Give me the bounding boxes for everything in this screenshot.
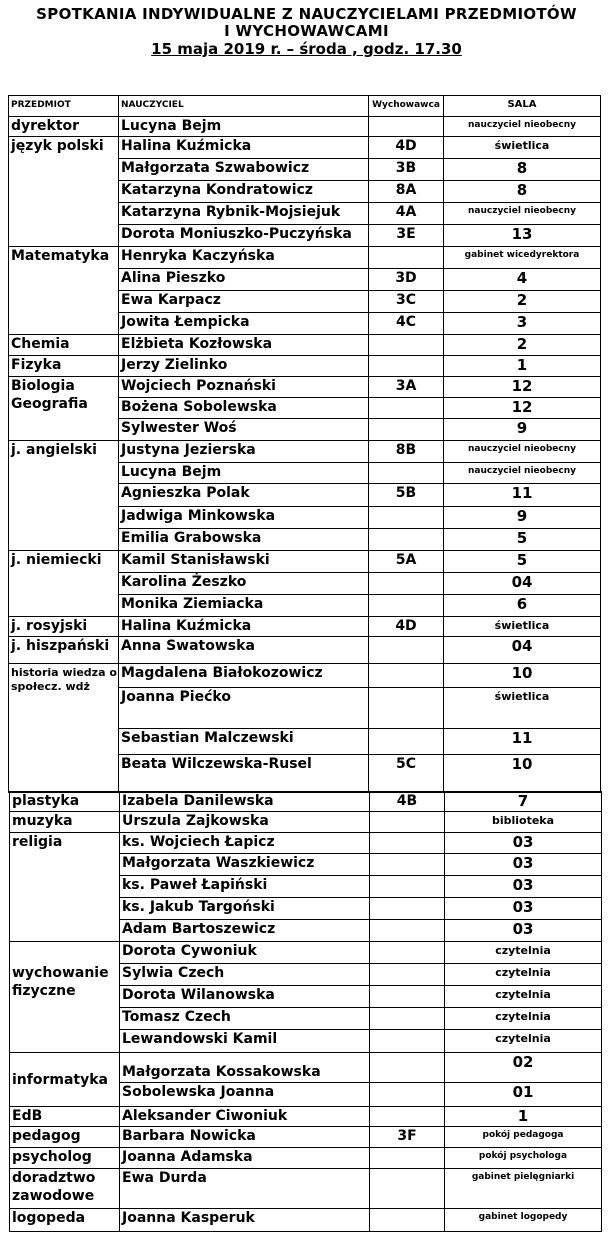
teacher-cell: Halina Kuźmicka xyxy=(119,617,369,637)
table-row xyxy=(10,833,602,854)
room-cell: świetlica xyxy=(444,617,601,637)
class-cell xyxy=(369,529,444,551)
table-row xyxy=(9,335,601,356)
class-cell: 4D xyxy=(369,137,444,159)
title-line-2: I WYCHOWAWCAMI xyxy=(224,22,389,40)
class-cell xyxy=(370,876,445,898)
teacher-cell: Alina Pieszko xyxy=(119,269,369,291)
schedule-table-2 xyxy=(9,791,602,1232)
class-cell: 3E xyxy=(369,225,444,247)
class-cell xyxy=(370,1169,445,1209)
teacher-cell: Adam Bartoszewicz xyxy=(120,920,370,942)
room-cell: pokój pedagoga xyxy=(445,1127,602,1148)
column-room: SALA xyxy=(444,96,601,117)
class-cell: 8B xyxy=(369,441,444,463)
class-cell xyxy=(370,854,445,876)
class-cell xyxy=(370,898,445,920)
room-cell: 12 xyxy=(444,377,601,398)
table-row xyxy=(9,637,601,664)
table-row xyxy=(10,942,602,964)
room-cell: 8 xyxy=(444,181,601,203)
room-cell: 03 xyxy=(445,833,602,854)
subject-cell: Biologia Geografia xyxy=(9,377,119,441)
table-row xyxy=(9,664,601,688)
subject-cell: doradztwo zawodowe xyxy=(10,1169,120,1209)
table-row xyxy=(9,551,601,573)
room-cell: 6 xyxy=(444,595,601,617)
room-cell: 03 xyxy=(445,898,602,920)
room-cell: 11 xyxy=(444,484,601,507)
date-line: 15 maja 2019 r. – środa , godz. 17.30 xyxy=(151,40,462,58)
room-cell: 8 xyxy=(444,159,601,181)
table-row xyxy=(9,247,601,269)
class-cell xyxy=(369,573,444,595)
subject-cell: plastyka xyxy=(10,792,120,812)
subject-cell: język polski xyxy=(9,137,119,247)
class-cell: 5C xyxy=(369,755,444,793)
room-cell: świetlica xyxy=(444,137,601,159)
class-cell: 5A xyxy=(369,551,444,573)
subject-cell: wychowanie fizyczne xyxy=(10,942,120,1053)
teacher-cell: Lucyna Bejm xyxy=(119,117,369,137)
class-cell xyxy=(370,812,445,833)
table-row xyxy=(9,441,601,463)
room-cell: czytelnia xyxy=(445,1030,602,1053)
subject-cell: EdB xyxy=(10,1107,120,1127)
subject-cell: j. hiszpański xyxy=(9,637,119,664)
class-cell xyxy=(369,247,444,269)
teacher-cell: Lewandowski Kamil xyxy=(120,1030,370,1053)
teacher-cell: Sebastian Malczewski xyxy=(119,729,369,755)
class-cell: 3D xyxy=(369,269,444,291)
column-class: Wychowawca xyxy=(369,96,444,117)
class-cell xyxy=(369,688,444,729)
room-cell: 7 xyxy=(445,792,602,812)
class-cell: 3C xyxy=(369,291,444,313)
teacher-cell: Sylwester Woś xyxy=(119,419,369,441)
class-cell xyxy=(369,637,444,664)
class-cell xyxy=(369,729,444,755)
teacher-cell: Wojciech Poznański xyxy=(119,377,369,398)
room-cell: 13 xyxy=(444,225,601,247)
table-row xyxy=(9,137,601,159)
column-subject: PRZEDMIOT xyxy=(9,96,119,117)
teacher-cell: Barbara Nowicka xyxy=(120,1127,370,1148)
class-cell: 3A xyxy=(369,377,444,398)
room-cell: 11 xyxy=(444,729,601,755)
teacher-cell: Tomasz Czech xyxy=(120,1008,370,1030)
subject-cell: Fizyka xyxy=(9,356,119,377)
class-cell xyxy=(369,117,444,137)
class-cell xyxy=(369,507,444,529)
schedule-table-1 xyxy=(8,95,601,793)
room-cell: 5 xyxy=(444,529,601,551)
teacher-cell: ks. Paweł Łapiński xyxy=(120,876,370,898)
room-cell: 3 xyxy=(444,313,601,335)
title-line-1: SPOTKANIA INDYWIDUALNE Z NAUCZYCIELAMI PRZEDMIOTÓW xyxy=(36,5,577,23)
room-cell: 2 xyxy=(444,335,601,356)
class-cell xyxy=(369,595,444,617)
class-cell xyxy=(369,664,444,688)
room-cell: nauczyciel nieobecny xyxy=(444,117,601,137)
room-cell: świetlica xyxy=(444,688,601,729)
class-cell xyxy=(370,920,445,942)
teacher-cell: Justyna Jezierska xyxy=(119,441,369,463)
class-cell xyxy=(370,1148,445,1169)
table-row xyxy=(10,1148,602,1169)
teacher-cell: Małgorzata Waszkiewicz xyxy=(120,854,370,876)
room-cell: 04 xyxy=(444,637,601,664)
teacher-cell: Jadwiga Minkowska xyxy=(119,507,369,529)
teacher-cell: Sylwia Czech xyxy=(120,964,370,986)
room-cell: czytelnia xyxy=(445,1008,602,1030)
teacher-cell: ks. Wojciech Łapicz xyxy=(120,833,370,854)
teacher-cell: Beata Wilczewska-Rusel xyxy=(119,755,369,793)
class-cell xyxy=(369,356,444,377)
subject-cell: psycholog xyxy=(10,1148,120,1169)
teacher-cell: Katarzyna Kondratowicz xyxy=(119,181,369,203)
teacher-cell: Bożena Sobolewska xyxy=(119,398,369,419)
room-cell: nauczyciel nieobecny xyxy=(444,463,601,484)
table-row xyxy=(9,356,601,377)
teacher-cell: Karolina Żeszko xyxy=(119,573,369,595)
class-cell: 3F xyxy=(370,1127,445,1148)
teacher-cell: Katarzyna Rybnik-Mojsiejuk xyxy=(119,203,369,225)
room-cell: 03 xyxy=(445,920,602,942)
table-row xyxy=(10,1127,602,1148)
class-cell: 5B xyxy=(369,484,444,507)
teacher-cell: Elżbieta Kozłowska xyxy=(119,335,369,356)
class-cell xyxy=(370,833,445,854)
room-cell: gabinet pielęgniarki xyxy=(445,1169,602,1209)
teacher-cell: Małgorzata Kossakowska xyxy=(120,1053,370,1083)
room-cell: czytelnia xyxy=(445,964,602,986)
document-header xyxy=(0,6,613,58)
teacher-cell: Dorota Moniuszko-Puczyńska xyxy=(119,225,369,247)
room-cell: 04 xyxy=(444,573,601,595)
teacher-cell: Sobolewska Joanna xyxy=(120,1083,370,1107)
class-cell: 4C xyxy=(369,313,444,335)
teacher-cell: Joanna Adamska xyxy=(120,1148,370,1169)
subject-cell: historia wiedza o społecz. wdż xyxy=(9,664,119,793)
table-header-row xyxy=(9,96,601,117)
room-cell: 01 xyxy=(445,1083,602,1107)
room-cell: 2 xyxy=(444,291,601,313)
subject-cell: j. angielski xyxy=(9,441,119,551)
teacher-cell: Jerzy Zielinko xyxy=(119,356,369,377)
teacher-cell: Dorota Wilanowska xyxy=(120,986,370,1008)
column-teacher: NAUCZYCIEL xyxy=(119,96,369,117)
room-cell: 03 xyxy=(445,854,602,876)
class-cell xyxy=(370,964,445,986)
subject-cell: Chemia xyxy=(9,335,119,356)
room-cell: 03 xyxy=(445,876,602,898)
table-row xyxy=(9,117,601,137)
room-cell: 9 xyxy=(444,419,601,441)
table-row xyxy=(10,792,602,812)
room-cell: 10 xyxy=(444,664,601,688)
teacher-cell: Lucyna Bejm xyxy=(119,463,369,484)
teacher-cell: Dorota Cywoniuk xyxy=(120,942,370,964)
subject-cell: informatyka xyxy=(10,1053,120,1107)
class-cell xyxy=(370,986,445,1008)
table-row xyxy=(9,377,601,398)
class-cell xyxy=(369,463,444,484)
room-cell: biblioteka xyxy=(445,812,602,833)
teacher-cell: Małgorzata Szwabowicz xyxy=(119,159,369,181)
room-cell: czytelnia xyxy=(445,942,602,964)
room-cell: 5 xyxy=(444,551,601,573)
class-cell xyxy=(369,335,444,356)
table-row xyxy=(9,617,601,637)
class-cell xyxy=(370,942,445,964)
table-row xyxy=(10,1209,602,1232)
teacher-cell: Ewa Karpacz xyxy=(119,291,369,313)
room-cell: 10 xyxy=(444,755,601,793)
class-cell xyxy=(370,1083,445,1107)
table-row xyxy=(10,812,602,833)
teacher-cell: Agnieszka Polak xyxy=(119,484,369,507)
room-cell: 12 xyxy=(444,398,601,419)
room-cell: czytelnia xyxy=(445,986,602,1008)
class-cell xyxy=(370,1209,445,1232)
teacher-cell: Anna Swatowska xyxy=(119,637,369,664)
teacher-cell: Monika Ziemiacka xyxy=(119,595,369,617)
room-cell: nauczyciel nieobecny xyxy=(444,441,601,463)
teacher-cell: Jowita Łempicka xyxy=(119,313,369,335)
subject-cell: j. niemiecki xyxy=(9,551,119,617)
teacher-cell: Izabela Danilewska xyxy=(120,792,370,812)
class-cell xyxy=(370,1107,445,1127)
room-cell: 02 xyxy=(445,1053,602,1083)
subject-cell: dyrektor xyxy=(9,117,119,137)
table-row xyxy=(10,1169,602,1209)
table-row xyxy=(10,1107,602,1127)
subject-cell: logopeda xyxy=(10,1209,120,1232)
room-cell: gabinet wicedyrektora xyxy=(444,247,601,269)
subject-cell: Matematyka xyxy=(9,247,119,335)
teacher-cell: Aleksander Ciwoniuk xyxy=(120,1107,370,1127)
teacher-cell: Urszula Zajkowska xyxy=(120,812,370,833)
teacher-cell: Ewa Durda xyxy=(120,1169,370,1209)
room-cell: gabinet logopedy xyxy=(445,1209,602,1232)
room-cell: 4 xyxy=(444,269,601,291)
subject-cell: j. rosyjski xyxy=(9,617,119,637)
teacher-cell: Kamil Stanisławski xyxy=(119,551,369,573)
class-cell: 4D xyxy=(369,617,444,637)
subject-cell: pedagog xyxy=(10,1127,120,1148)
class-cell: 4A xyxy=(369,203,444,225)
teacher-cell: Halina Kuźmicka xyxy=(119,137,369,159)
class-cell xyxy=(370,1008,445,1030)
teacher-cell: Emilia Grabowska xyxy=(119,529,369,551)
class-cell xyxy=(370,1030,445,1053)
room-cell: pokój psychologa xyxy=(445,1148,602,1169)
room-cell: 1 xyxy=(444,356,601,377)
teacher-cell: Joanna Piećko xyxy=(119,688,369,729)
class-cell: 4B xyxy=(370,792,445,812)
teacher-cell: Magdalena Białokozowicz xyxy=(119,664,369,688)
table-row xyxy=(10,1053,602,1083)
class-cell: 3B xyxy=(369,159,444,181)
teacher-cell: Joanna Kasperuk xyxy=(120,1209,370,1232)
class-cell xyxy=(370,1053,445,1083)
class-cell xyxy=(369,398,444,419)
class-cell: 8A xyxy=(369,181,444,203)
room-cell: 9 xyxy=(444,507,601,529)
subject-cell: muzyka xyxy=(10,812,120,833)
teacher-cell: ks. Jakub Targoński xyxy=(120,898,370,920)
class-cell xyxy=(369,419,444,441)
subject-cell: religia xyxy=(10,833,120,942)
teacher-cell: Henryka Kaczyńska xyxy=(119,247,369,269)
room-cell: nauczyciel nieobecny xyxy=(444,203,601,225)
room-cell: 1 xyxy=(445,1107,602,1127)
